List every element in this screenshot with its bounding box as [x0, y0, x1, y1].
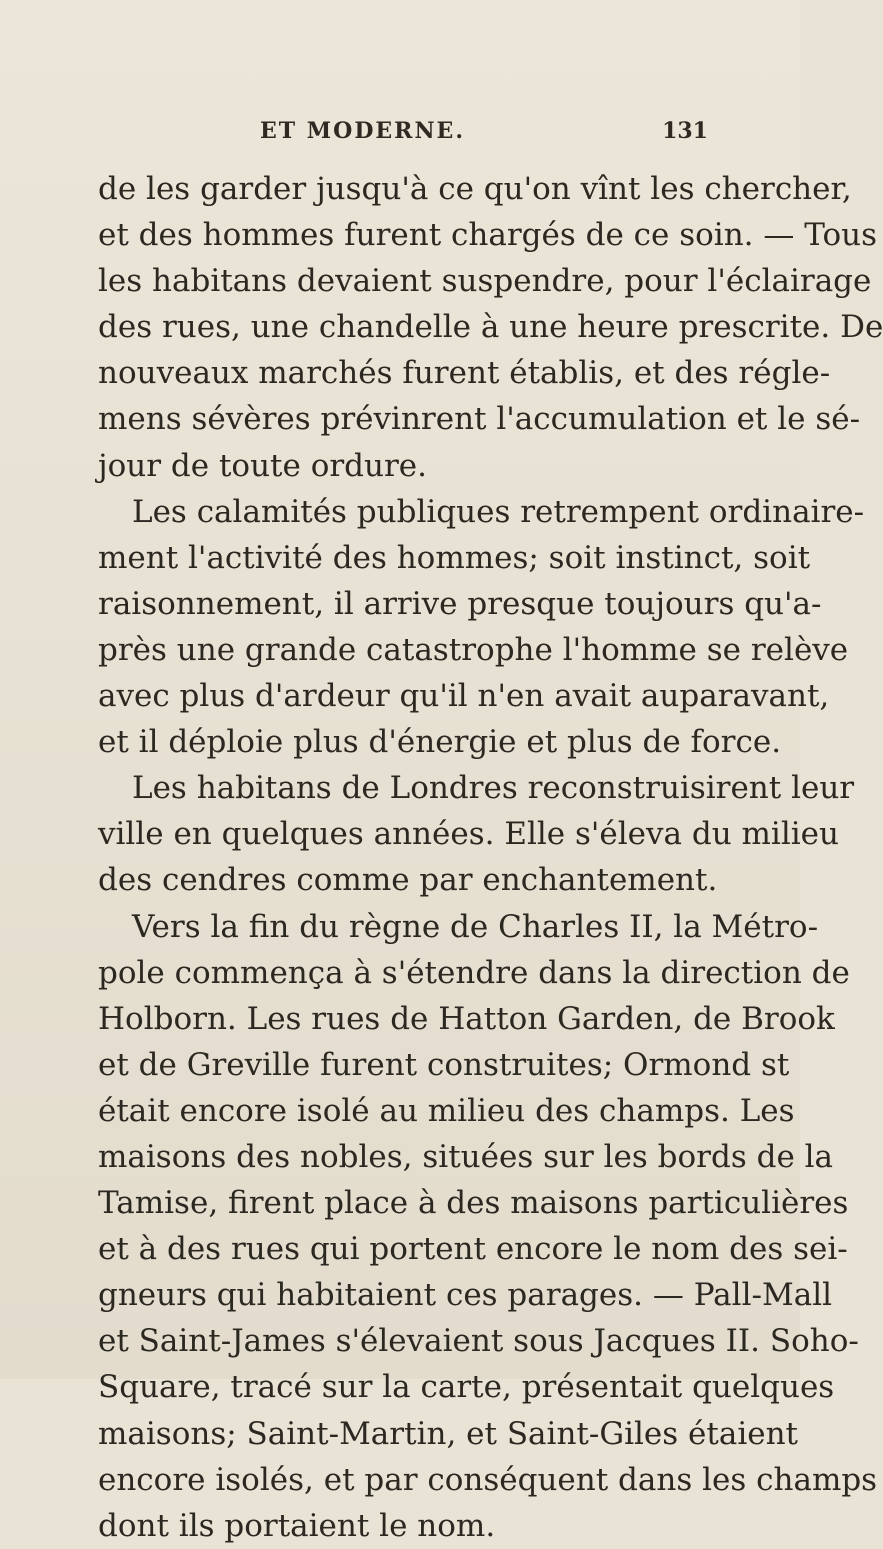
text-line: maisons; Saint-Martin, et Saint-Giles étaient	[98, 1415, 799, 1452]
paragraph-start-line: Les calamités publiques retrempent ordinaire-	[132, 493, 865, 530]
text-line: jour de toute ordure.	[98, 447, 428, 484]
text-line: des rues, une chandelle à une heure prescrite. De	[98, 309, 883, 346]
text-line: mens sévères prévinrent l'accumulation et le sé-	[98, 401, 861, 438]
text-line: Holborn. Les rues de Hatton Garden, de Brook	[98, 1000, 835, 1037]
paragraph-start-line: Vers la fin du règne de Charles II, la Métro-	[132, 908, 819, 945]
text-line: Tamise, firent place à des maisons particulières	[98, 1185, 849, 1222]
body-text	[98, 166, 883, 1549]
text-line: raisonnement, il arrive presque toujours qu'a-	[98, 585, 822, 622]
text-line: gneurs qui habitaient ces parages. — Pall-Mall	[98, 1277, 833, 1314]
text-line: près une grande catastrophe l'homme se relève	[98, 631, 849, 668]
text-line: pole commença à s'étendre dans la direction de	[98, 954, 850, 991]
text-line: était encore isolé au milieu des champs. Les	[98, 1092, 795, 1129]
text-line: avec plus d'ardeur qu'il n'en avait auparavant,	[98, 678, 830, 715]
text-line: et à des rues qui portent encore le nom des sei-	[98, 1231, 848, 1268]
paragraph-start-line: Les habitans de Londres reconstruisirent leur	[132, 770, 855, 807]
text-line: maisons des nobles, situées sur les bords de la	[98, 1138, 834, 1175]
text-line: les habitans devaient suspendre, pour l'éclairage	[98, 263, 872, 300]
text-line: dont ils portaient le nom.	[98, 1507, 496, 1544]
running-title: ET MODERNE.	[260, 118, 465, 144]
text-line: nouveaux marchés furent établis, et des régle-	[98, 355, 831, 392]
text-line: des cendres comme par enchantement.	[98, 862, 718, 899]
text-line: encore isolés, et par conséquent dans les champs	[98, 1461, 878, 1498]
page-number: 131	[662, 118, 708, 144]
text-line: Square, tracé sur la carte, présentait quelques	[98, 1369, 835, 1406]
text-line: de les garder jusqu'à ce qu'on vînt les chercher,	[98, 171, 852, 207]
text-line: et de Greville furent construites; Ormond st	[98, 1046, 790, 1083]
text-line: ville en quelques années. Elle s'éleva du milieu	[98, 816, 839, 853]
text-line: ment l'activité des hommes; soit instinct, soit	[98, 539, 811, 576]
text-line: et Saint-James s'élevaient sous Jacques II. Soho-	[98, 1323, 859, 1360]
text-line: et des hommes furent chargés de ce soin. — Tous	[98, 217, 878, 254]
text-line: et il déploie plus d'énergie et plus de force.	[98, 724, 782, 761]
running-head	[0, 118, 800, 152]
